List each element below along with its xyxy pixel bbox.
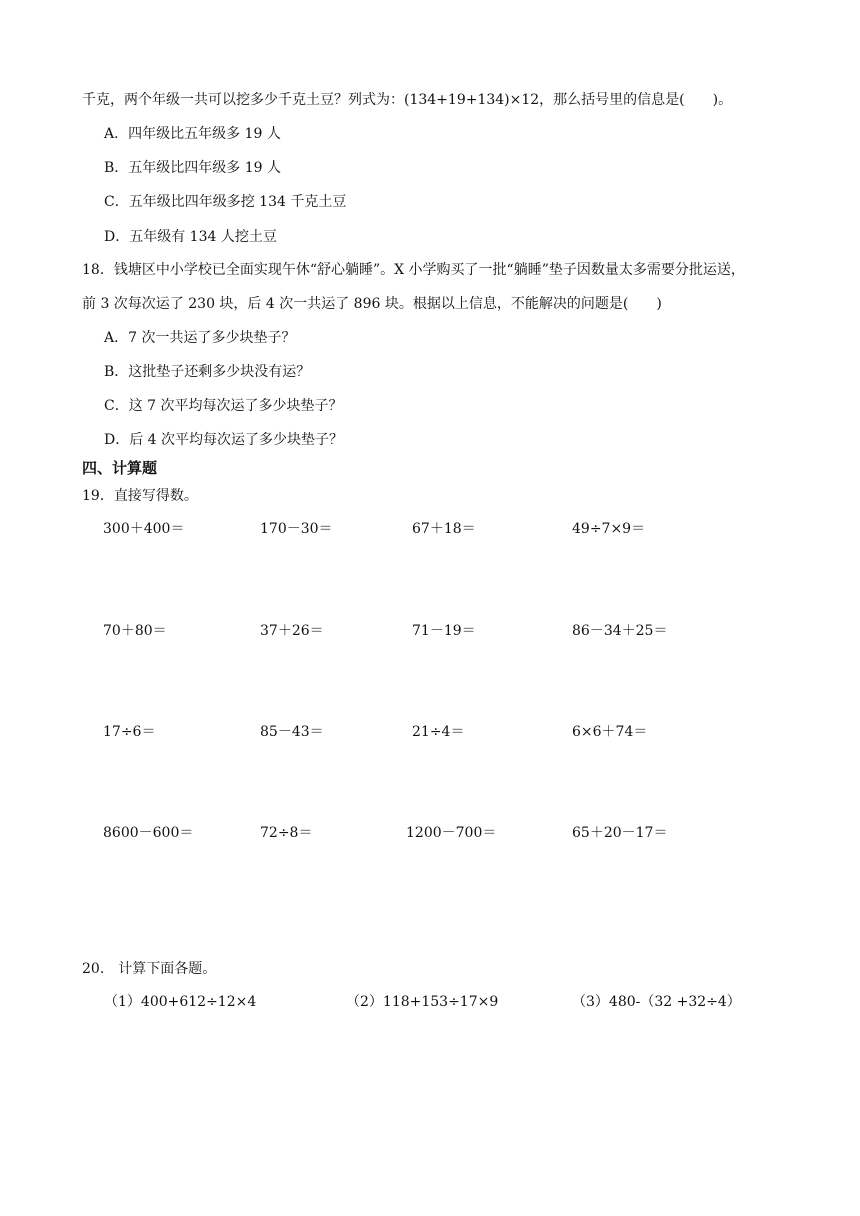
q18-option-b: B．这批垫子还剩多少块没有运？ (104, 364, 311, 380)
q17-option-d: D．五年级有 134 人挖土豆 (104, 229, 277, 245)
q19-item: 8600－600＝ (103, 825, 194, 841)
q17-option-c: C．五年级比四年级多挖 134 千克土豆 (104, 194, 347, 210)
q19-item: 1200－700＝ (406, 825, 497, 841)
q20-item-3: （3）480-（32 +32÷4） (572, 994, 741, 1010)
q19-item: 6×6＋74＝ (572, 724, 648, 740)
q19-item: 65＋20－17＝ (572, 825, 668, 841)
q18-stem-line1: 18．钱塘区中小学校已全面实现午休“舒心躺睡”。X 小学购买了一批“躺睡”垫子因数量太多需要分批运送， (82, 262, 745, 278)
q19-item: 170－30＝ (260, 521, 333, 537)
q17-option-b: B．五年级比四年级多 19 人 (104, 160, 282, 176)
section-heading: 四、计算题 (82, 459, 158, 477)
q18-option-a: A．7 次一共运了多少块垫子？ (104, 330, 296, 346)
q19-prompt: 19．直接写得数。 (82, 488, 198, 504)
q19-item: 72÷8＝ (260, 825, 313, 841)
q18-option-c: C．这 7 次平均每次运了多少块垫子？ (104, 398, 343, 414)
q19-item: 17÷6＝ (103, 724, 156, 740)
q17-continuation-text: 千克，两个年级一共可以挖多少千克土豆？列式为：(134+19+134)×12，那么括号里的信息是( )。 (82, 92, 733, 108)
q19-item: 300＋400＝ (103, 521, 185, 537)
q19-item: 37＋26＝ (260, 623, 324, 639)
q18-option-d: D．后 4 次平均每次运了多少块垫子？ (104, 432, 344, 448)
q19-item: 86－34＋25＝ (572, 623, 668, 639)
q19-item: 85－43＝ (260, 724, 324, 740)
q19-item: 67＋18＝ (412, 521, 476, 537)
q19-item: 71－19＝ (412, 623, 476, 639)
q19-item: 21÷4＝ (412, 724, 465, 740)
q18-stem-line2: 前 3 次每次运了 230 块，后 4 次一共运了 896 块。根据以上信息，不能解决的问题是( ) (82, 296, 662, 312)
q19-item: 49÷7×9＝ (572, 521, 646, 537)
q20-item-1: （1）400+612÷12×4 (104, 994, 257, 1010)
q20-item-2: （2）118+153÷17×9 (346, 994, 499, 1010)
q17-option-a: A．四年级比五年级多 19 人 (104, 126, 281, 142)
q20-prompt: 20. 计算下面各题。 (82, 961, 217, 977)
q19-item: 70＋80＝ (103, 623, 167, 639)
